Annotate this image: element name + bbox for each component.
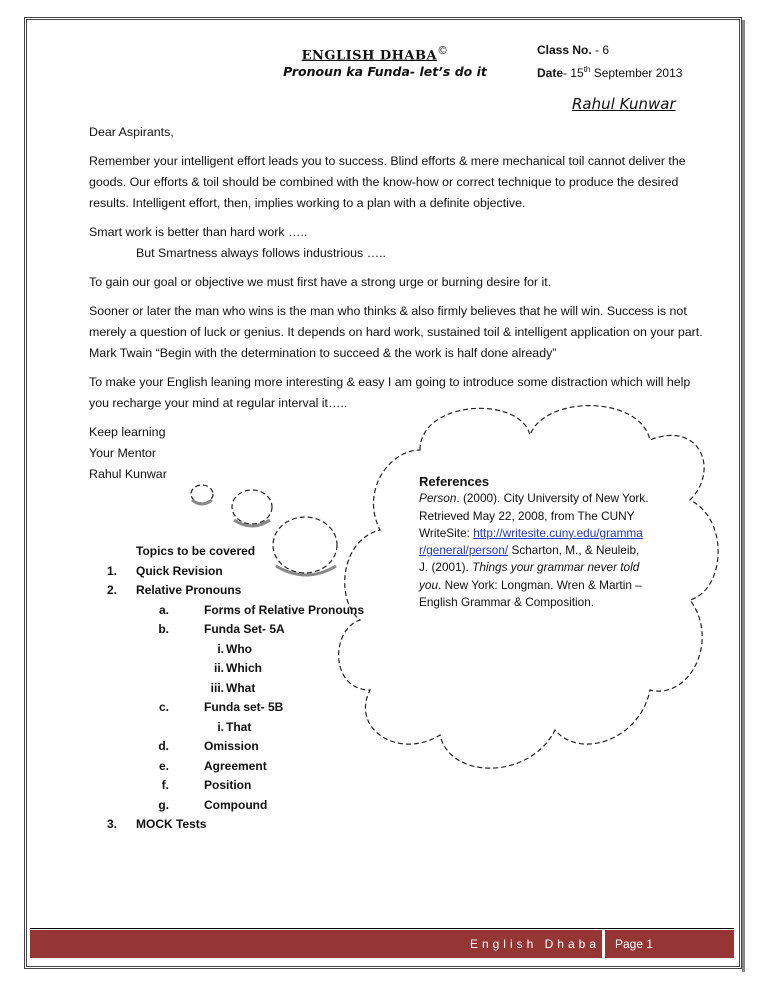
thought-bubble-large (273, 517, 337, 573)
topic-marker: e. (158, 758, 169, 773)
topic-label: MOCK Tests (136, 817, 207, 831)
topic-marker: i. (217, 719, 224, 734)
doc-subtitle: Pronoun ka Funda- let’s do it (283, 64, 487, 79)
title-text: ENGLISH DHABA (301, 48, 438, 64)
topics-heading: Topics to be covered (136, 544, 256, 558)
topic-item (89, 737, 259, 757)
topic-marker: i. (217, 641, 224, 656)
topic-marker: iii. (210, 680, 224, 695)
topic-label: Relative Pronouns (136, 583, 242, 597)
topic-label: Forms of Relative Pronouns (204, 602, 365, 617)
paragraph: Smart work is better than hard work ….. (89, 225, 308, 239)
topic-label: Who (226, 641, 252, 656)
footer-brand: English Dhaba (469, 937, 600, 951)
topic-label: Which (226, 661, 262, 675)
topic-item (89, 640, 255, 660)
topic-marker: g. (158, 797, 169, 812)
topic-marker: ii. (213, 661, 224, 675)
ref-link[interactable]: http://writesite.cuny.edu/grammar/general/person/ (419, 525, 643, 558)
topic-label: That (226, 719, 252, 734)
topic-label: Agreement (204, 758, 267, 773)
topic-marker: 2. (106, 583, 117, 597)
topic-marker: c. (158, 700, 169, 714)
topic-item (89, 659, 262, 679)
topic-item (89, 757, 267, 777)
topic-item (89, 601, 365, 621)
topic-item (89, 796, 268, 816)
signoff: Keep learning (89, 425, 166, 439)
topic-item (89, 581, 255, 601)
topic-label: Funda set- 5B (204, 700, 284, 714)
topic-label: Quick Revision (136, 563, 223, 578)
references-heading: References (419, 474, 490, 489)
signoff: Rahul Kunwar (89, 467, 167, 481)
signoff: Your Mentor (89, 446, 157, 460)
topic-item (89, 620, 285, 640)
topic-marker: a. (158, 602, 169, 617)
topic-label: Compound (204, 797, 268, 812)
ref-text: Scharton, M., & Neuleib, J. (2001). (419, 543, 640, 575)
topic-item (89, 679, 255, 699)
topic-label: Funda Set- 5A (204, 622, 285, 636)
topics-list (89, 542, 365, 835)
paragraph: Sooner or later the man who wins is the man who thinks & also firmly believes that he will win. Success is not merely a question of luck or genius. It depends on hard work, sustained toil & intelligent application on your part. Mark Twain “Begin with the determination to succeed & the work is half done already” (89, 304, 703, 360)
copyright-mark: © (437, 44, 449, 57)
paragraph: Remember your intelligent effort leads you to success. Blind efforts & mere mechanical toil cannot deliver the goods. Our efforts & toil should be combined with the know-how or correct technique to produce the desired results. Intelligent effort, then, implies working to a plan with a definite objective. (89, 154, 686, 210)
topic-item (89, 698, 284, 718)
ref-title: Person (419, 491, 457, 506)
topic-item (89, 776, 255, 796)
date-rest: September 2013 (590, 66, 683, 80)
references-box (419, 473, 649, 611)
topic-marker: 3. (106, 817, 117, 831)
date-sup: th (583, 65, 591, 74)
topic-label: Omission (204, 739, 259, 753)
footer-divider (602, 930, 605, 958)
page-number: Page 1 (615, 937, 654, 951)
greeting: Dear Aspirants, (89, 125, 174, 139)
topic-label: Position (204, 778, 252, 792)
ref-title: Things your grammar never told you (419, 560, 640, 592)
paragraph: But Smartness always follows industrious ….. (136, 246, 386, 260)
topic-item (89, 815, 255, 835)
topic-item (89, 562, 255, 582)
footer-rule (30, 928, 734, 929)
topic-marker: 1. (106, 563, 117, 578)
topic-marker: b. (158, 622, 169, 636)
paragraph: To make your English leaning more interesting & easy I am going to introduce some distraction which will help you recharge your mind at regular interval it….. (89, 375, 691, 410)
paragraph: To gain our goal or objective we must first have a strong urge or burning desire for it. (89, 275, 552, 289)
class-value: - 6 (591, 43, 610, 57)
thought-bubble-medium (232, 490, 272, 524)
class-label: Class No. (537, 43, 592, 57)
topic-item (89, 718, 255, 738)
topic-marker: f. (161, 778, 169, 792)
ref-text: . New York: Longman. Wren & Martin – English Grammar & Composition. (419, 577, 642, 610)
page-footer (30, 930, 734, 958)
topic-label: What (226, 680, 256, 695)
date-label: Date (537, 66, 564, 80)
date-value: - 15 (563, 66, 584, 80)
ref-text: . (2000). City University of New York. Retrieved May 22, 2008, from The CUNY WriteSite: (419, 491, 649, 540)
topic-marker: d. (158, 739, 169, 753)
author-name: Rahul Kunwar (572, 95, 676, 113)
